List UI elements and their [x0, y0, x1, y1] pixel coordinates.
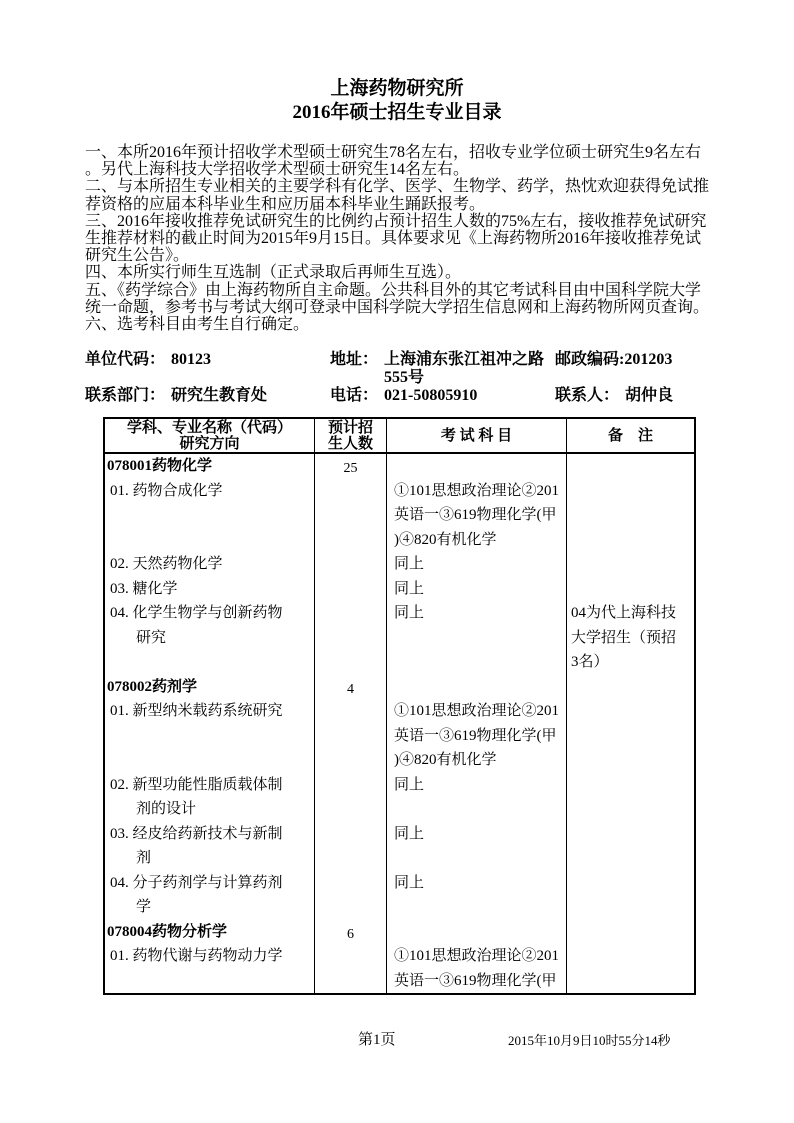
- header-remark-label: 备 注: [607, 427, 653, 444]
- table-row: [105, 969, 694, 994]
- cell-planned-quota: [315, 601, 387, 626]
- cell-remark: [567, 528, 694, 553]
- table-row: [105, 528, 694, 553]
- table-row: [105, 699, 694, 724]
- cell-planned-quota: [315, 699, 387, 724]
- unit-code: [85, 351, 330, 387]
- cell-research-direction: 学: [105, 895, 315, 920]
- cell-remark: [567, 846, 694, 871]
- cell-exam-subjects: ①101思想政治理论②201: [387, 699, 567, 724]
- cell-remark: [567, 699, 694, 724]
- cell-exam-subjects: 同上: [387, 773, 567, 798]
- cell-research-direction: 01. 新型纳米载药系统研究: [105, 699, 315, 724]
- table-row: [105, 773, 694, 798]
- cell-remark: [567, 895, 694, 920]
- cell-exam-subjects: 同上: [387, 871, 567, 896]
- header-subject-column: [105, 419, 315, 452]
- cell-planned-quota: [315, 969, 387, 994]
- note-line: 二、与本所招生专业相关的主要学科有化学、医学、生物学、药学，热忱欢迎获得免试推: [85, 178, 710, 196]
- cell-remark: [567, 552, 694, 577]
- print-timestamp: 2015年10月9日10时55分14秒: [508, 1033, 671, 1048]
- cell-planned-quota: [315, 503, 387, 528]
- note-line: 。另代上海科技大学招收学术型硕士研究生14名左右。: [85, 161, 470, 179]
- cell-planned-quota: 4: [315, 675, 387, 700]
- cell-planned-quota: 6: [315, 920, 387, 945]
- postcode-value: 201203: [624, 351, 673, 368]
- cell-research-direction: [105, 724, 315, 749]
- cell-exam-subjects: [387, 454, 567, 479]
- cell-exam-subjects: [387, 650, 567, 675]
- table-body: [105, 454, 694, 993]
- cell-research-direction: 03. 经皮给药新技术与新制: [105, 822, 315, 847]
- cell-remark: [567, 944, 694, 969]
- cell-remark: [567, 479, 694, 504]
- contact-person-label: 联系人：: [555, 387, 620, 404]
- address: [330, 351, 555, 387]
- note-line: 一、本所2016年预计招收学术型硕士研究生78名左右，招收专业学位硕士研究生9名左右: [85, 144, 702, 161]
- table-row: [105, 650, 694, 675]
- cell-planned-quota: 25: [315, 454, 387, 479]
- cell-specialty-code: 078002药剂学: [105, 675, 315, 700]
- table-row: [105, 822, 694, 847]
- header-subject-line-2: 研究方向: [179, 435, 240, 452]
- cell-exam-subjects: ①101思想政治理论②201: [387, 479, 567, 504]
- cell-planned-quota: [315, 577, 387, 602]
- header-remark-column: [567, 419, 694, 452]
- cell-planned-quota: [315, 895, 387, 920]
- header-quota-column: [315, 419, 387, 452]
- cell-planned-quota: [315, 528, 387, 553]
- cell-specialty-code: 078001药物化学: [105, 454, 315, 479]
- cell-research-direction: 03. 糖化学: [105, 577, 315, 602]
- cell-planned-quota: [315, 871, 387, 896]
- contact-info: [85, 351, 715, 405]
- cell-research-direction: 04. 化学生物学与创新药物: [105, 601, 315, 626]
- cell-exam-subjects: [387, 797, 567, 822]
- cell-research-direction: 02. 新型功能性脂质载体制: [105, 773, 315, 798]
- table-row: [105, 797, 694, 822]
- address-value: [384, 351, 544, 387]
- cell-planned-quota: [315, 724, 387, 749]
- cell-remark: 3名）: [571, 654, 609, 670]
- cell-exam-subjects: ①101思想政治理论②201: [387, 944, 567, 969]
- cell-remark: [567, 920, 694, 945]
- cell-planned-quota: [315, 797, 387, 822]
- cell-research-direction: 02. 天然药物化学: [105, 552, 315, 577]
- cell-research-direction: 04. 分子药剂学与计算药剂: [105, 871, 315, 896]
- title-line-1: 上海药物研究所: [330, 78, 464, 99]
- table-row: [105, 577, 694, 602]
- table-row: [105, 675, 694, 700]
- unit-code-value: 80123: [171, 351, 212, 368]
- cell-research-direction: 01. 药物合成化学: [105, 479, 315, 504]
- table-header-row: [105, 419, 694, 454]
- department-label: 联系部门：: [85, 387, 166, 404]
- header-quota-line-1: 预计招: [327, 419, 373, 436]
- notes: [85, 144, 725, 333]
- cell-research-direction: 剂: [105, 846, 315, 871]
- cell-planned-quota: [315, 773, 387, 798]
- cell-specialty-code: 078004药物分析学: [105, 920, 315, 945]
- document-title: [0, 77, 794, 125]
- cell-remark: [567, 454, 694, 479]
- cell-planned-quota: [315, 479, 387, 504]
- cell-exam-subjects: [387, 846, 567, 871]
- table-row: [105, 503, 694, 528]
- table-row: [105, 920, 694, 945]
- table-row: [105, 871, 694, 896]
- cell-remark: [567, 503, 694, 528]
- cell-remark: [567, 577, 694, 602]
- cell-remark: 04为代上海科技: [571, 605, 677, 621]
- postcode: [555, 351, 715, 387]
- table-row: [105, 846, 694, 871]
- cell-remark: [567, 675, 694, 700]
- cell-exam-subjects: 英语一③619物理化学(甲: [387, 724, 567, 749]
- cell-exam-subjects: 英语一③619物理化学(甲: [387, 503, 567, 528]
- cell-planned-quota: [315, 626, 387, 651]
- cell-planned-quota: [315, 748, 387, 773]
- table-row: [105, 724, 694, 749]
- cell-planned-quota: [315, 822, 387, 847]
- table-row: [105, 895, 694, 920]
- contact-person: [555, 387, 715, 405]
- cell-exam-subjects: 同上: [387, 601, 567, 626]
- note-line: 生推荐材料的截止时间为2015年9月15日。具体要求见《上海药物所2016年接收推荐免试: [85, 229, 702, 247]
- cell-remark: [567, 748, 694, 773]
- note-line: 荐资格的应届本科毕业生和应历届本科毕业生踊跃报考。: [85, 195, 486, 213]
- note-line: 六、选考科目由考生自行确定。: [85, 315, 310, 333]
- table-row: [105, 552, 694, 577]
- cell-research-direction: 01. 药物代谢与药物动力学: [105, 944, 315, 969]
- department-value: 研究生教育处: [171, 387, 268, 404]
- cell-planned-quota: [315, 552, 387, 577]
- page-number: 第1页: [358, 1032, 396, 1048]
- table-row: [105, 601, 694, 626]
- note-line: 统一命题，参考书与考试大纲可登录中国科学院大学招生信息网和上海药物所网页查询。: [85, 298, 710, 316]
- cell-remark: [567, 724, 694, 749]
- cell-research-direction: [105, 969, 315, 994]
- cell-exam-subjects: [387, 895, 567, 920]
- cell-exam-subjects: 同上: [387, 577, 567, 602]
- cell-research-direction: [105, 503, 315, 528]
- address-label: 地址：: [330, 351, 379, 368]
- cell-exam-subjects: [387, 626, 567, 651]
- header-exam-label: 考 试 科 目: [440, 427, 513, 444]
- table-row: [105, 944, 694, 969]
- note-line: 研究生公告》。: [85, 247, 190, 265]
- cell-remark: [567, 871, 694, 896]
- header-quota-line-2: 生人数: [327, 435, 373, 452]
- department: [85, 387, 330, 405]
- cell-exam-subjects: 英语一③619物理化学(甲: [387, 969, 567, 994]
- note-line: 三、2016年接收推荐免试研究生的比例约占预计招生人数的75%左右，接收推荐免试研究: [85, 212, 707, 230]
- title-line-2: 2016年硕士招生专业目录: [292, 102, 502, 123]
- cell-research-direction: [105, 650, 315, 675]
- cell-exam-subjects: )④820有机化学: [387, 748, 567, 773]
- postcode-label: 邮政编码:: [555, 351, 625, 368]
- cell-remark: [567, 773, 694, 798]
- phone-value: 021-50805910: [384, 387, 478, 404]
- unit-code-label: 单位代码：: [85, 351, 166, 368]
- header-subject-line-1: 学科、专业名称（代码）: [126, 419, 292, 436]
- cell-exam-subjects: )④820有机化学: [387, 528, 567, 553]
- cell-remark: [567, 797, 694, 822]
- note-line: 四、本所实行师生互选制（正式录取后再师生互选）。: [85, 264, 462, 282]
- table-row: [105, 454, 694, 479]
- cell-planned-quota: [315, 846, 387, 871]
- cell-exam-subjects: 同上: [387, 552, 567, 577]
- contact-person-value: 胡仲良: [625, 387, 674, 404]
- table-row: [105, 748, 694, 773]
- address-line-2: 555号: [384, 369, 425, 386]
- cell-exam-subjects: 同上: [387, 822, 567, 847]
- table-row: [105, 626, 694, 651]
- note-line: 五、《药学综合》由上海药物所自主命题。公共科目外的其它考试科目由中国科学院大学: [85, 281, 702, 299]
- cell-research-direction: [105, 748, 315, 773]
- cell-exam-subjects: [387, 675, 567, 700]
- address-line-1: 上海浦东张江祖冲之路: [384, 351, 545, 368]
- cell-exam-subjects: [387, 920, 567, 945]
- cell-research-direction: [105, 528, 315, 553]
- table-row: [105, 479, 694, 504]
- cell-research-direction: 研究: [105, 626, 315, 651]
- phone-label: 电话：: [330, 387, 379, 404]
- cell-planned-quota: [315, 944, 387, 969]
- cell-planned-quota: [315, 650, 387, 675]
- phone: [330, 387, 555, 405]
- cell-research-direction: 剂的设计: [105, 797, 315, 822]
- cell-remark: 大学招生（预招: [571, 629, 677, 646]
- cell-remark: [567, 969, 694, 994]
- header-exam-column: [387, 419, 567, 452]
- admissions-table: [103, 417, 696, 995]
- cell-remark: [567, 822, 694, 847]
